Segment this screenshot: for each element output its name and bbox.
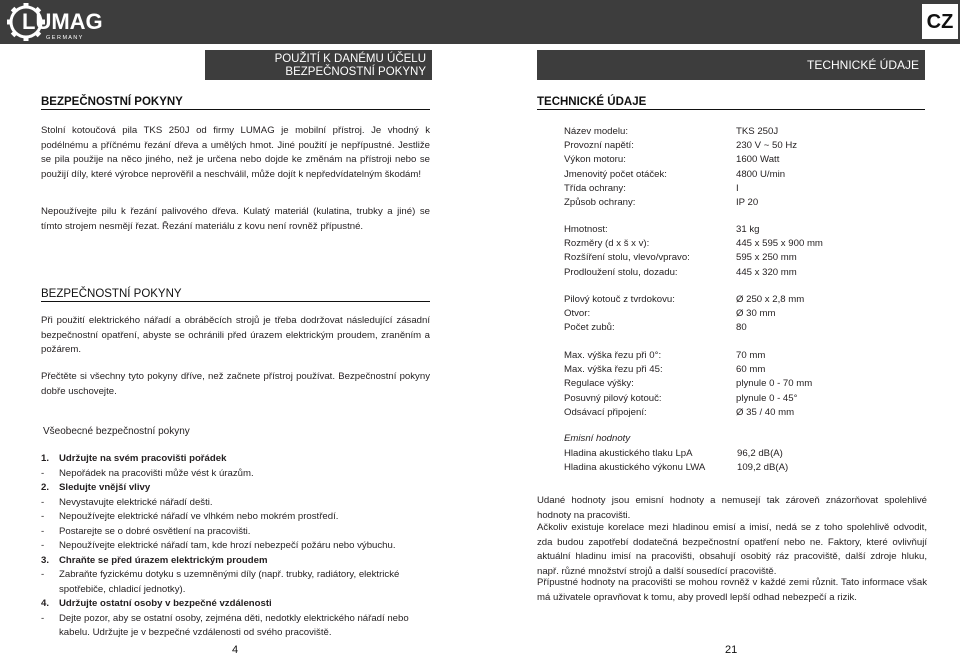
heading-safety-1: BEZPEČNOSTNÍ POKYNY [41,96,430,110]
list-text: Sledujte vnější vlivy [59,482,151,493]
spec-value: 4800 U/min [736,168,786,180]
spec-value: Ø 30 mm [736,308,776,320]
spec-value: 60 mm [736,364,766,376]
list-text: Chraňte se před úrazem elektrickým proudem [59,554,268,566]
heading-safety-2: BEZPEČNOSTNÍ POKYNY [41,288,430,302]
paragraph-intended-use: Stolní kotoučová pila TKS 250J od firmy LUMAG je mobilní přístroj. Je vhodný k podélnému a příčnému řezání dřeva a umělých hmot. Jiné použití je nepřípustné. Jestliže se pila použije na něco jiného, než je určena nebo dojde ke změnám na přístroji nebo se použijí díly, které výrobce neprověřil a neschválil, může dojít k nepředvídatelným škodám! [41,125,430,180]
spec-value: 1600 Watt [736,154,780,166]
list-item [41,554,436,569]
list-text: Udržujte na svém pracovišti pořádek [59,453,227,464]
spec-group-emission [564,447,924,477]
list-item [41,481,436,496]
list-text: Udržujte ostatní osoby v bezpečné vzdálenosti [59,598,272,609]
spec-label: Způsob ochrany: [564,197,636,208]
spec-label: Otvor: [564,308,591,320]
lumag-logo [6,2,136,42]
list-marker: - [41,612,45,624]
subheading-general-safety: Všeobecné bezpečnostní pokyny [43,426,190,437]
svg-text:G E R M A N Y: G E R M A N Y [46,35,83,41]
spec-value: Ø 35 / 40 mm [736,406,795,418]
spec-label: Hladina akustického tlaku LpA [564,448,693,459]
spec-value: 445 x 320 mm [736,266,797,278]
list-item [41,612,436,627]
list-item [41,452,436,467]
list-item [41,510,436,525]
spec-value: Ø 250 x 2,8 mm [736,294,805,305]
list-item [41,568,436,583]
emission-title: Emisní hodnoty [564,433,631,444]
spec-value: 31 kg [736,224,760,235]
top-bar [0,0,960,44]
spec-value: plynule 0 - 70 mm [736,378,813,390]
spec-group-cutting [564,349,924,424]
band-left-line1: POUŽITÍ K DANÉMU ÚČELU [274,53,426,65]
spec-value: 70 mm [736,350,766,361]
spec-value: TKS 250J [736,126,779,137]
spec-label: Posuvný pilový kotouč: [564,392,662,404]
list-item [41,626,436,641]
safety-list [41,452,436,641]
svg-text:LUMAG: LUMAG [22,9,103,34]
spec-label: Jmenovitý počet otáček: [564,168,667,180]
spec-value: IP 20 [736,197,759,208]
list-marker: - [41,511,45,522]
paragraph-correlation: Ačkoliv existuje korelace mezi hladinou emisí a imisí, nedá se z toho spolehlivě odvodit, zda budou zapotřebí dodatečná bezpečnostní opatření nebo ne. Faktory, které ovlivňují aktuální hladinu imisí na pracovišti, obsahují osobitý ráz pracoviště, další zdroje hluku, např. různé množství strojů a další sousedící pracoviště. [537,522,927,577]
spec-label: Provozní napětí: [564,140,634,152]
spec-label: Odsávací připojení: [564,406,647,418]
spec-label: Regulace výšky: [564,378,634,390]
list-text: Zabraňte fyzickému dotyku s uzemněnými díly (např. trubky, radiátory, elektrické [59,569,400,580]
list-item [41,539,436,554]
heading-technical-data: TECHNICKÉ ÚDAJE [537,96,925,110]
spec-label: Název modelu: [564,126,628,137]
list-text: Nepoužívejte elektrické nářadí tam, kde hrozí nebezpečí požáru nebo výbuchu. [59,540,396,551]
paragraph-emission-values: Udané hodnoty jsou emisní hodnoty a nemusejí tak zároveň znázorňovat spolehlivé hodnoty na pracovišti. [537,495,927,521]
list-text: Nevystavujte elektrické nářadí dešti. [59,496,213,508]
list-marker: 2. [41,482,50,493]
spec-label: Pilový kotouč z tvrdokovu: [564,294,675,305]
list-marker: - [41,467,45,479]
band-left-line2: BEZPEČNOSTNÍ POKYNY [285,66,426,78]
spec-value: 230 V ~ 50 Hz [736,140,798,152]
list-marker: - [41,525,45,537]
paragraph-read-instructions: Přečtěte si všechny tyto pokyny dříve, než začnete přístroj používat. Bezpečnostní pokyny dobře uschovejte. [41,371,430,397]
paragraph-general-safety: Při použití elektrického nářadí a obráběcích strojů je třeba dodržovat následující zásadní bezpečnostní opatření, abyste se ochránili před úrazem elektrickým proudem, zraněním a požárem. [41,315,430,355]
paragraph-restrictions: Nepoužívejte pilu k řezání palivového dřeva. Kulatý materiál (kulatina, trubky a jiné) se tímto strojem nesmějí řezat. Řezání materiálu z kovu není rovněž přípustné. [41,206,430,232]
list-text: Nepoužívejte elektrické nářadí ve vlhkém nebo mokrém prostředí. [59,511,339,522]
spec-group-dimensions [564,223,924,283]
section-band-left [205,50,432,80]
spec-label: Max. výška řezu při 0°: [564,350,662,361]
spec-group-basic [564,125,924,215]
list-marker: 1. [41,453,50,464]
spec-value: 595 x 250 mm [736,252,797,264]
list-text: Postarejte se o dobré osvětlení na pracovišti. [59,525,251,537]
spec-value: 445 x 595 x 900 mm [736,238,823,250]
spec-value: 96,2 dB(A) [737,448,783,459]
spec-label: Rozšíření stolu, vlevo/vpravo: [564,252,690,264]
section-band-right: TECHNICKÉ ÚDAJE [537,50,925,80]
list-item [41,467,436,482]
spec-label: Hladina akustického výkonu LWA [564,462,706,474]
list-item [41,496,436,511]
list-text: Nepořádek na pracovišti může vést k úrazům. [59,467,254,479]
spec-label: Výkon motoru: [564,154,626,166]
spec-label: Třída ochrany: [564,182,626,194]
list-text: spotřebiče, chladicí jednotky). [59,583,186,595]
list-text: Dejte pozor, aby se ostatní osoby, zejména děti, nedotkly elektrického nářadí nebo [59,612,409,624]
spec-label: Max. výška řezu při 45: [564,364,663,376]
page-number-right: 21 [725,644,738,656]
spec-label: Prodloužení stolu, dozadu: [564,266,678,278]
list-marker: - [41,569,45,580]
list-marker: - [41,496,45,508]
spec-group-blade [564,293,924,338]
spec-label: Počet zubů: [564,322,615,334]
spec-value: 109,2 dB(A) [737,462,789,474]
spec-label: Rozměry (d x š x v): [564,238,650,250]
list-marker: - [41,540,45,551]
list-marker: 3. [41,554,50,566]
list-item [41,583,436,598]
list-text: kabelu. Udržujte je v bezpečné vzdálenosti od svého pracoviště. [59,627,332,638]
list-marker: 4. [41,598,50,609]
spec-value: 80 [736,322,747,334]
paragraph-permissible: Přípustné hodnoty na pracovišti se mohou rovněž v každé zemi různit. Tato informace však má uživatele opravňovat k tomu, aby provedl lepší odhad nebezpečí a rizik. [537,577,927,603]
spec-value: plynule 0 - 45° [736,392,798,404]
list-item [41,597,436,612]
spec-value: I [736,182,739,194]
language-badge: CZ [922,4,958,39]
list-item [41,525,436,540]
spec-label: Hmotnost: [564,224,608,235]
page-number-left: 4 [232,644,239,656]
